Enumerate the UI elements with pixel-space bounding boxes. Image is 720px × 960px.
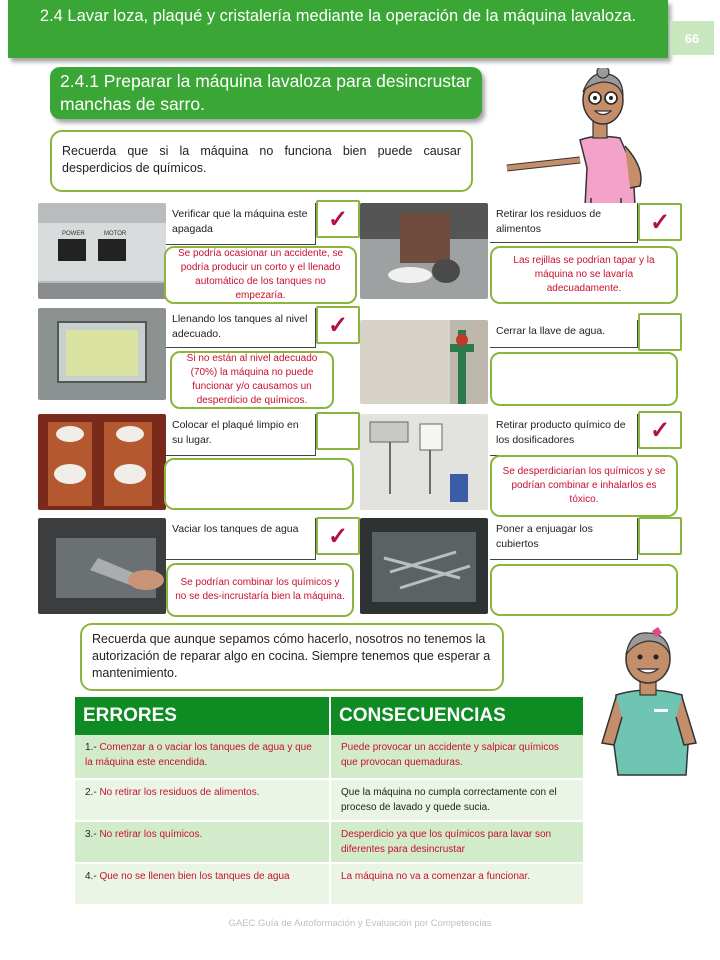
photo-water-valve [360, 320, 488, 404]
row-number: 1.- [85, 742, 97, 753]
row-number: 3.- [85, 829, 97, 840]
header-consecuencias: CONSECUENCIAS [330, 697, 584, 735]
photo-machine-control-panel [38, 203, 166, 299]
error-text: Que no se llenen bien los tanques de agua [99, 871, 290, 882]
error-cell [75, 863, 330, 905]
consequence-cell: Puede provocar un accidente y salpicar químicos que provocan quemaduras. [330, 735, 584, 779]
header-title: 2.4 Lavar loza, plaqué y cristalería mediante la operación de la máquina lavaloza. [39, 7, 637, 25]
check-box-rinse-cutlery[interactable] [638, 517, 682, 555]
check-box-close-valve[interactable] [638, 313, 682, 351]
step-label-place-silverware: Colocar el plaqué limpio en su lugar. [166, 414, 316, 456]
consequence-cell: La máquina no va a comenzar a funcionar. [330, 863, 584, 905]
cook-character-illustration [592, 625, 704, 795]
consequence-remove-residue: Las rejillas se podrían tapar y la máquina no se lavaría adecuadamente. [490, 246, 678, 304]
consequence-close-valve [490, 352, 678, 406]
check-box-turn-off[interactable]: ✓ [316, 200, 360, 238]
step-label-remove-chemicals: Retirar producto químico de los dosificadores [490, 414, 638, 456]
reminder-speech-bubble [80, 623, 504, 691]
check-box-fill-tanks[interactable]: ✓ [316, 306, 360, 344]
consequence-remove-chemicals: Se desperdiciarían los químicos y se podrían combinar e inhalarlos es tóxico. [490, 455, 678, 517]
subsection-title-text: 2.4.1 Preparar la máquina lavaloza para desincrustar manchas de sarro. [60, 71, 472, 114]
photo-tank-filling [38, 308, 166, 400]
header-errores: ERRORES [75, 697, 330, 735]
photo-clean-silverware [38, 414, 166, 510]
photo-food-residue [360, 203, 488, 299]
check-box-empty-tanks[interactable]: ✓ [316, 517, 360, 555]
error-cell [75, 821, 330, 863]
consequence-cell: Desperdicio ya que los químicos para lavar son diferentes para desincrustar [330, 821, 584, 863]
error-cell [75, 779, 330, 821]
errors-table [75, 697, 585, 906]
table-row [75, 735, 584, 779]
motor-caption: MOTOR [104, 231, 127, 237]
step-label-fill-tanks: Llenando los tanques al nivel adecuado. [166, 308, 316, 348]
teacher-character-illustration [495, 68, 655, 218]
step-label-turn-off: Verificar que la máquina este apagada [166, 203, 316, 245]
photo-chemical-dispensers [360, 414, 488, 510]
step-label-close-valve: Cerrar la llave de agua. [490, 320, 638, 348]
power-caption: POWER [62, 231, 85, 237]
check-box-place-silverware[interactable] [316, 412, 360, 450]
consequence-fill-tanks: Si no están al nivel adecuado (70%) la máquina no puede funcionar y/o causamos un desperdicio de químicos. [170, 351, 334, 409]
consequence-rinse-cutlery [490, 564, 678, 616]
error-text: Comenzar a o vaciar los tanques de agua y que la máquina este encendida. [85, 742, 312, 768]
step-label-rinse-cutlery: Poner a enjuagar los cubiertos [490, 518, 638, 560]
footer-text: GAEC Guía de Autoformación y Evaluación por Competencias [228, 918, 492, 929]
table-row [75, 779, 584, 821]
photo-empty-tanks [38, 518, 166, 614]
step-label-remove-residue: Retirar los residuos de alimentos [490, 203, 638, 243]
consequence-cell: Que la máquina no cumpla correctamente con el proceso de lavado y quede sucia. [330, 779, 584, 821]
table-row [75, 821, 584, 863]
consequence-empty-tanks: Se podrían combinar los químicos y no se des-incrustaría bien la máquina. [166, 563, 354, 617]
check-box-remove-chemicals[interactable]: ✓ [638, 411, 682, 449]
reminder-text: Recuerda que aunque sepamos cómo hacerlo, nosotros no tenemos la autorización de reparar algo en cocina. Siempre tenemos que esperar a mantenimiento. [92, 632, 491, 680]
error-text: No retirar los químicos. [99, 829, 203, 840]
subsection-title [50, 67, 482, 119]
intro-speech-bubble [50, 130, 473, 192]
intro-text: Recuerda que si la máquina no funciona bien puede causar desperdicios de químicos. [62, 144, 461, 175]
page-number: 66 [670, 21, 714, 55]
row-number: 4.- [85, 871, 97, 882]
step-label-empty-tanks: Vaciar los tanques de agua [166, 518, 316, 560]
error-text: No retirar los residuos de alimentos. [99, 787, 260, 798]
check-box-remove-residue[interactable]: ✓ [638, 203, 682, 241]
consequence-turn-off: Se podría ocasionar un accidente, se podría producir un corto y el llenado automático de los tanques no empezaría. [164, 246, 357, 304]
page-header [8, 0, 668, 58]
table-row [75, 863, 584, 905]
error-cell [75, 735, 330, 779]
consequence-place-silverware [164, 458, 354, 510]
row-number: 2.- [85, 787, 97, 798]
photo-rinse-cutlery [360, 518, 488, 614]
